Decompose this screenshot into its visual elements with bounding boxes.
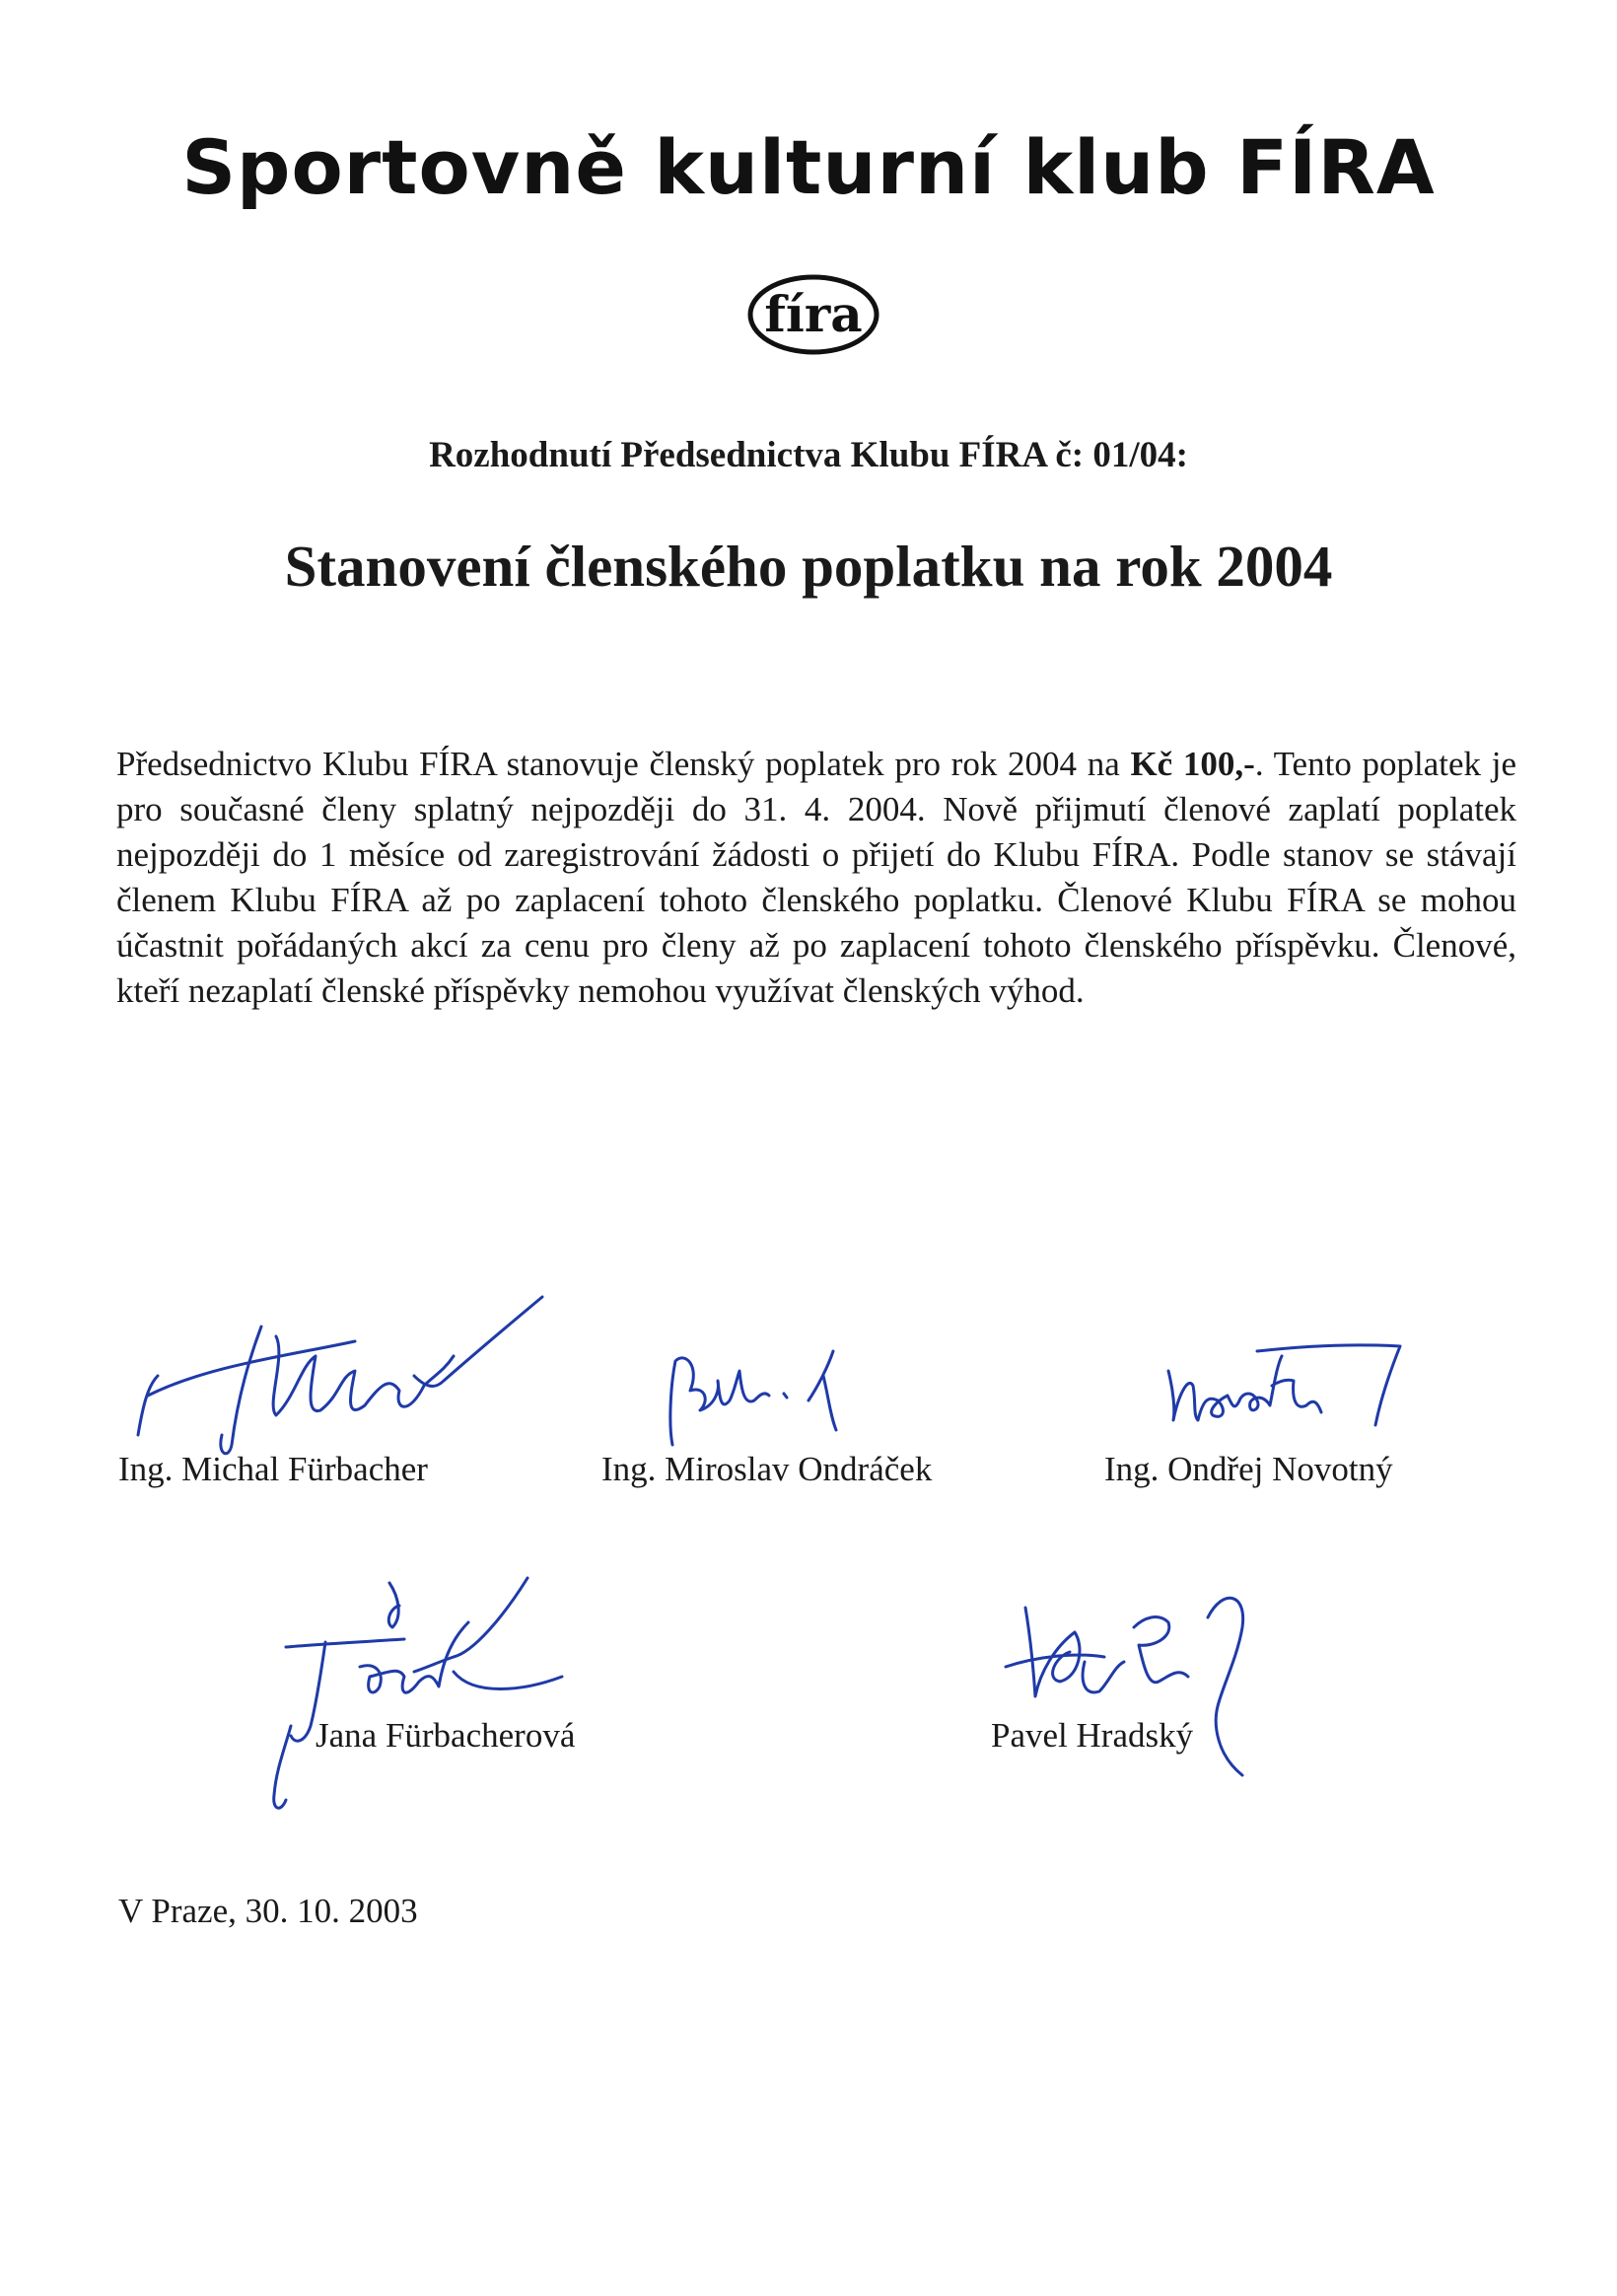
body-text-part2: . Tento poplatek je pro současné členy splatný nejpozději do 31. 4. 2004. Nově přijmutí členové zaplatí poplatek nejpozději do 1 měsíce od zaregistrování žádosti o přijetí do Klubu FÍRA. Podle stanov se stávají členem Klubu FÍRA až po zaplacení tohoto členského poplatku. Členové Klubu FÍRA se mohou účastnit pořádaných akcí za cenu pro členy až po zaplacení tohoto členského příspěvku. Členové, kteří nezaplatí členské příspěvky nemohou využívat členských výhod. xyxy=(116,745,1516,1010)
logo-text: fíra xyxy=(764,285,863,343)
signature-furbacher xyxy=(128,1297,562,1465)
date-place-line: V Praze, 30. 10. 2003 xyxy=(118,1892,418,1930)
fee-amount: Kč 100,- xyxy=(1130,745,1255,783)
signature-novotny xyxy=(1163,1341,1410,1435)
signatory-name: Pavel Hradský xyxy=(991,1716,1194,1755)
signatory-name: Jana Fürbacherová xyxy=(316,1716,576,1755)
signatory-name: Ing. Ondřej Novotný xyxy=(1104,1450,1393,1488)
body-text-part1: Předsednictvo Klubu FÍRA stanovuje členský poplatek pro rok 2004 na xyxy=(116,745,1131,783)
signature-ondracek xyxy=(661,1346,858,1450)
signatory-name: Ing. Michal Fürbacher xyxy=(118,1450,428,1488)
signature-hradsky xyxy=(986,1588,1272,1785)
fira-logo-icon xyxy=(744,270,882,359)
body-paragraph xyxy=(116,742,1516,1014)
signature-furbacherova xyxy=(266,1578,641,1815)
document-heading: Stanovení členského poplatku na rok 2004 xyxy=(284,534,1333,599)
club-logo xyxy=(744,270,882,359)
signatory-name: Ing. Miroslav Ondráček xyxy=(601,1450,933,1488)
decision-reference: Rozhodnutí Předsednictva Klubu FÍRA č: 01/04: xyxy=(429,435,1188,475)
club-title: Sportovně kulturní klub FÍRA xyxy=(181,123,1436,211)
